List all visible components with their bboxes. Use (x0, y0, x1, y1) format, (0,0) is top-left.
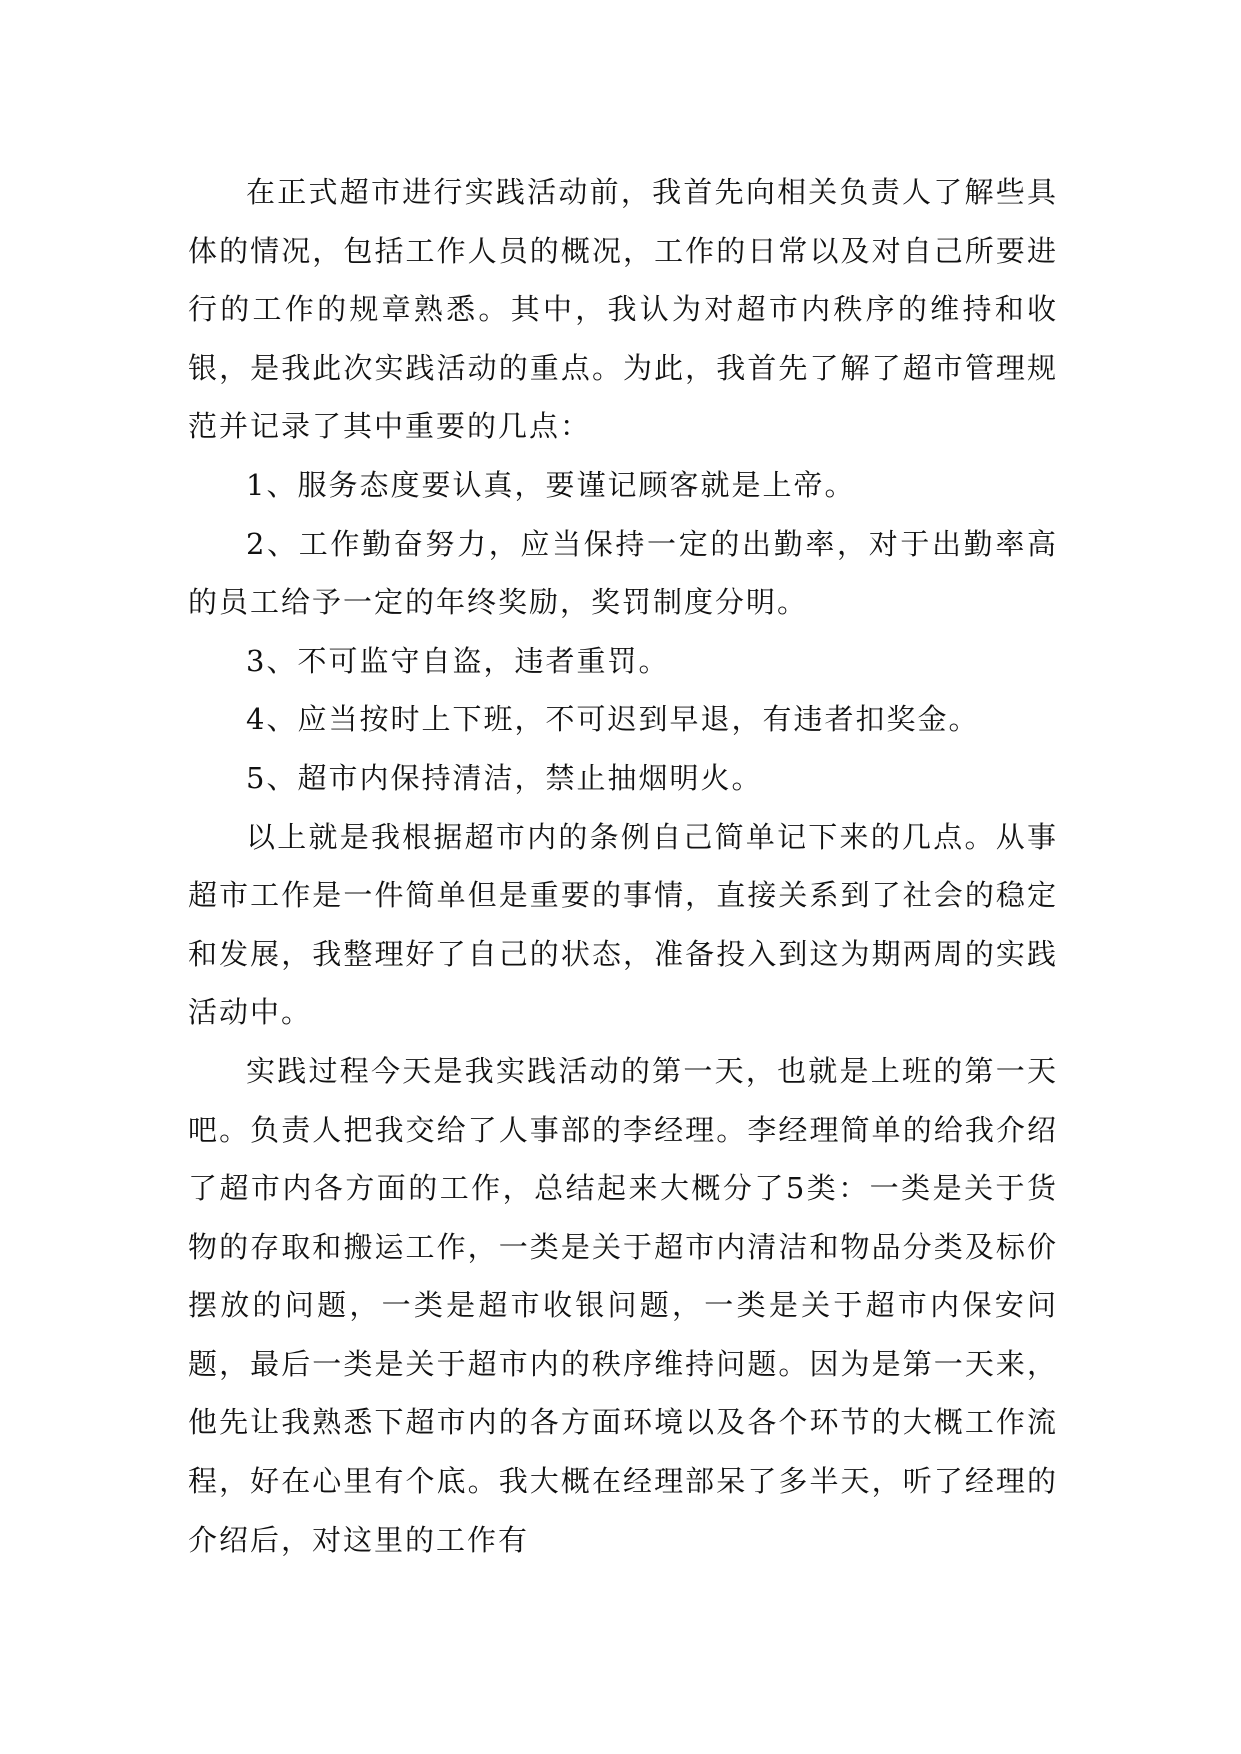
rule-item-5: 5、超市内保持清洁，禁止抽烟明火。 (246, 760, 763, 795)
rule-item-3: 3、不可监守自盗，违者重罚。 (246, 643, 670, 678)
rule-item-4: 4、应当按时上下班，不可迟到早退，有违者扣奖金。 (246, 702, 980, 737)
rule-item-2: 2、工作勤奋努力，应当保持一定的出勤率，对于出勤率高的员工给予一定的年终奖励，奖罚制度分明。 (188, 526, 1058, 620)
rule-item-1: 1、服务态度要认真，要谨记顾客就是上帝。 (246, 467, 856, 502)
paragraph-summary: 以上就是我根据超市内的条例自己简单记下来的几点。从事超市工作是一件简单但是重要的事情，直接关系到了社会的稳定和发展，我整理好了自己的状态，准备投入到这为期两周的实践活动中。 (188, 819, 1058, 1030)
document-body (188, 163, 1058, 1569)
paragraph-intro: 在正式超市进行实践活动前，我首先向相关负责人了解些具体的情况，包括工作人员的概况，工作的日常以及对自己所要进行的工作的规章熟悉。其中，我认为对超市内秩序的维持和收银，是我此次实践活动的重点。为此，我首先了解了超市管理规范并记录了其中重要的几点： (188, 175, 1058, 444)
paragraph-practice-process: 实践过程今天是我实践活动的第一天，也就是上班的第一天吧。负责人把我交给了人事部的李经理。李经理简单的给我介绍了超市内各方面的工作，总结起来大概分了5类：一类是关于货物的存取和搬运工作，一类是关于超市内清洁和物品分类及标价摆放的问题，一类是超市收银问题，一类是关于超市内保安问题，最后一类是关于超市内的秩序维持问题。因为是第一天来，他先让我熟悉下超市内的各方面环境以及各个环节的大概工作流程，好在心里有个底。我大概在经理部呆了多半天，听了经理的介绍后，对这里的工作有 (188, 1053, 1058, 1557)
